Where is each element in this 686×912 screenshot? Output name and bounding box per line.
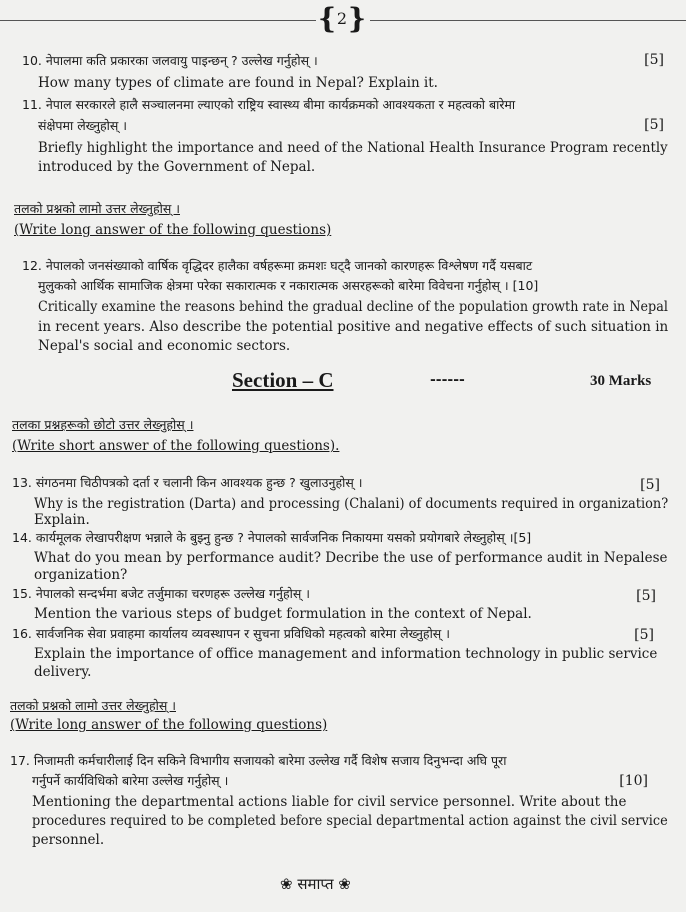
section-c-dashes: ------ xyxy=(430,372,465,388)
header-rule-left xyxy=(0,20,316,21)
q11-nepali-line2: संक्षेपमा लेख्नुहोस् । xyxy=(38,118,128,133)
long-answer-heading-nepali: तलको प्रश्नको लामो उत्तर लेख्नुहोस् । xyxy=(14,201,180,216)
q16-marks: [5] xyxy=(634,627,654,643)
section-c-title: Section – C xyxy=(232,368,334,392)
short-answer-heading-english: (Write short answer of the following questions). xyxy=(12,438,340,454)
short-answer-heading-nepali: तलका प्रश्नहरूको छोटो उत्तर लेख्नुहोस् । xyxy=(12,417,194,432)
page-number-value: 2 xyxy=(336,9,348,28)
q10-nepali: 10. नेपालमा कति प्रकारका जलवायु पाइन्छन् ? उल्लेख गर्नुहोस् । xyxy=(22,53,318,68)
q14-english-line2: organization? xyxy=(34,567,128,583)
q15-english: Mention the various steps of budget formulation in the context of Nepal. xyxy=(34,606,532,622)
q16-english-line1: Explain the importance of office management and information technology in public service xyxy=(34,646,658,662)
q16-nepali: 16. सार्वजनिक सेवा प्रवाहमा कार्यालय व्यवस्थापन र सुचना प्रविधिको महत्वको बारेमा लेख्नुहोस् । xyxy=(12,626,450,641)
long-answer-heading-english: (Write long answer of the following questions) xyxy=(14,222,332,238)
q14-english-line1: What do you mean by performance audit? Decribe the use of performance audit in Nepalese xyxy=(34,550,668,566)
header-rule-right xyxy=(370,20,686,21)
q13-english-line2: Explain. xyxy=(34,512,90,528)
q11-english-line1: Briefly highlight the importance and need of the National Health Insurance Program recently xyxy=(38,140,668,156)
q17-english-line1: Mentioning the departmental actions liable for civil service personnel. Write about the xyxy=(32,794,627,810)
q12-english-line2: in recent years. Also describe the potential positive and negative effects of such situation in xyxy=(38,319,669,335)
end-marker: ❀ समाप्त ❀ xyxy=(280,875,351,893)
q17-english-line3: personnel. xyxy=(32,832,105,848)
q13-english-line1: Why is the registration (Darta) and processing (Chalani) of documents required in organization? xyxy=(34,496,669,512)
q17-marks: [10] xyxy=(619,773,648,789)
q16-english-line2: delivery. xyxy=(34,664,92,680)
q17-nepali-line1: 17. निजामती कर्मचारीलाई दिन सकिने विभागीय सजायको बारेमा उल्लेख गर्दै विशेष सजाय दिनुभन्दा अघि पूरा xyxy=(10,753,507,768)
page-number: { 2 } xyxy=(318,2,366,35)
q11-english-line2: introduced by the Government of Nepal. xyxy=(38,159,316,175)
q10-english: How many types of climate are found in Nepal? Explain it. xyxy=(38,75,438,91)
q12-nepali-line1: 12. नेपालको जनसंख्याको वार्षिक वृद्धिदर हालैका वर्षहरूमा क्रमशः घट्दै जानको कारणहरू विश्लेषण गर्दै यसबाट xyxy=(22,258,533,273)
q11-nepali-line1: 11. नेपाल सरकारले हालै सञ्चालनमा ल्याएको राष्ट्रिय स्वास्थ्य बीमा कार्यक्रमको आवश्यकता र महत्वको बारेमा xyxy=(22,97,516,112)
q13-marks: [5] xyxy=(640,477,660,493)
long-answer-c-heading-english: (Write long answer of the following questions) xyxy=(10,717,328,733)
q13-nepali: 13. संगठनमा चिठीपत्रको दर्ता र चलानी किन आवश्यक हुन्छ ? खुलाउनुहोस् । xyxy=(12,475,363,490)
q12-nepali-line2: मुलुकको आर्थिक सामाजिक क्षेत्रमा परेका सकारात्मक र नकारात्मक असरहरूको बारेमा विवेचना गर्नुहोस् । [10] xyxy=(38,278,539,293)
q17-english-line2: procedures required to be completed before special departmental action against the civil service xyxy=(32,813,668,829)
q11-marks: [5] xyxy=(644,117,664,133)
q15-nepali: 15. नेपालको सन्दर्भमा बजेट तर्जुमाका चरणहरू उल्लेख गर्नुहोस् । xyxy=(12,586,311,601)
q10-marks: [5] xyxy=(644,52,664,68)
long-answer-c-heading-nepali: तलको प्रश्नको लामो उत्तर लेख्नुहोस् । xyxy=(10,698,176,713)
q15-marks: [5] xyxy=(636,588,656,604)
section-c-marks: 30 Marks xyxy=(590,373,652,389)
q17-nepali-line2: गर्नुपर्ने कार्यविधिको बारेमा उल्लेख गर्नुहोस् । xyxy=(32,773,229,788)
q12-english-line3: Nepal's social and economic sectors. xyxy=(38,338,291,354)
q14-nepali: 14. कार्यमूलक लेखापरीक्षण भन्नाले के बुझ्नु हुन्छ ? नेपालको सार्वजनिक निकायमा यसको प्रयोगबारे लेख्नुहोस् ।[5] xyxy=(12,530,532,545)
q12-english-line1: Critically examine the reasons behind the gradual decline of the population growth rate in Nepal xyxy=(38,299,668,315)
